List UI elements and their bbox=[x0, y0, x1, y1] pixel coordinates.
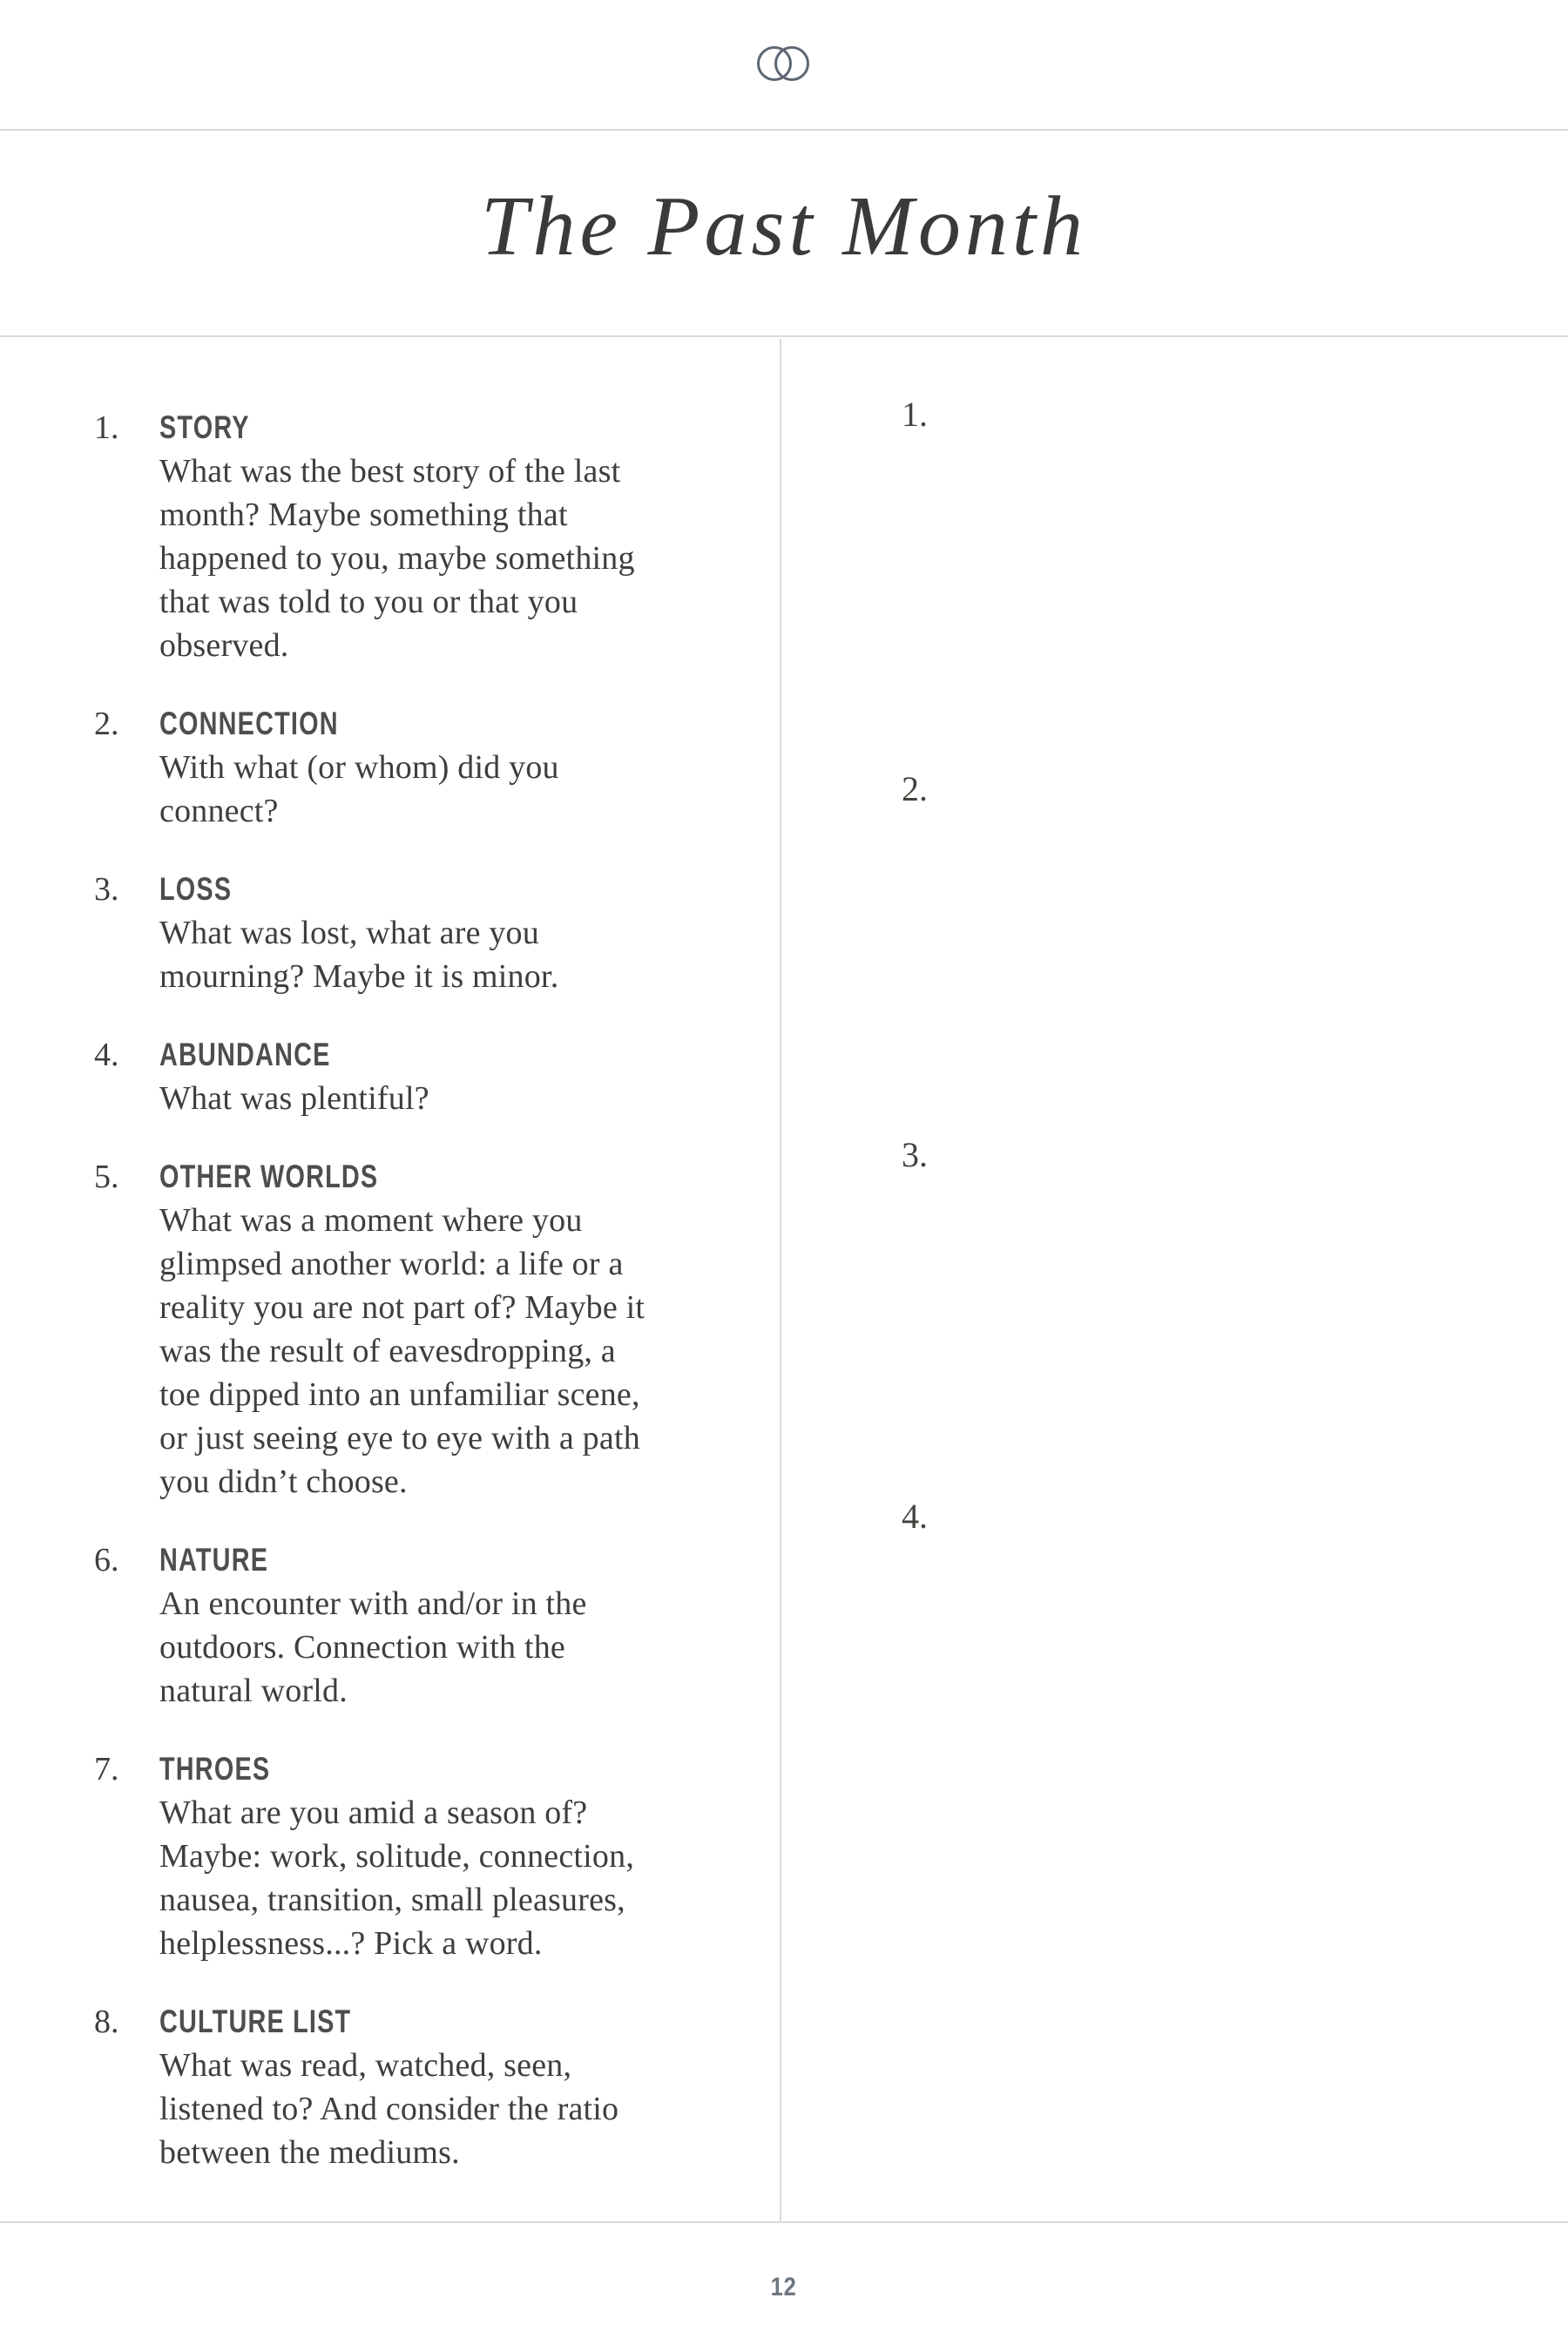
prompt-body: What was a moment where you glimpsed another world: a life or a reality you are not part of? Maybe it was the result of eavesdropping, a toe dipped into an unfamiliar scene, or just seeing eye to eye with a path you didn’t choose. bbox=[159, 1202, 645, 1500]
page-title: The Past Month bbox=[480, 179, 1088, 274]
prompt-body: What are you amid a season of? Maybe: work, solitude, connection, nausea, transition, small pleasures, helplessness...? Pick a word. bbox=[159, 1794, 635, 1962]
answers-column bbox=[781, 339, 1568, 2221]
prompt-item-other-worlds bbox=[94, 1155, 780, 1504]
prompt-number: 3. bbox=[94, 871, 119, 908]
answer-slot-number: 4. bbox=[902, 1497, 928, 1536]
prompt-item-connection bbox=[94, 702, 780, 833]
prompt-number: 2. bbox=[94, 706, 119, 742]
prompt-item-culture-list bbox=[94, 2000, 780, 2174]
prompt-heading: ABUNDANCE bbox=[159, 1037, 331, 1072]
prompt-body: What was read, watched, seen, listened to? And consider the ratio between the mediums. bbox=[159, 2047, 619, 2171]
prompt-body: What was the best story of the last month? Maybe something that happened to you, maybe something that was told to you or that you observed. bbox=[159, 453, 635, 664]
prompt-item-abundance bbox=[94, 1033, 780, 1120]
prompt-number: 5. bbox=[94, 1159, 119, 1195]
content-columns bbox=[0, 339, 1568, 2221]
page-number: 12 bbox=[770, 2273, 798, 2301]
answer-slot-number: 1. bbox=[902, 395, 928, 434]
prompt-item-nature bbox=[94, 1538, 780, 1713]
prompt-heading: NATURE bbox=[159, 1542, 269, 1578]
title-band bbox=[0, 132, 1568, 337]
page-header bbox=[0, 0, 1568, 131]
prompts-column bbox=[0, 339, 781, 2221]
circle-right bbox=[774, 46, 809, 81]
overlapping-circles-icon bbox=[757, 46, 811, 83]
prompt-heading: STORY bbox=[159, 409, 250, 445]
page-footer bbox=[0, 2221, 1568, 2352]
prompt-body: An encounter with and/or in the outdoors. Connection with the natural world. bbox=[159, 1585, 587, 1709]
prompt-body: What was lost, what are you mourning? Maybe it is minor. bbox=[159, 915, 559, 995]
prompt-body: What was plentiful? bbox=[159, 1080, 429, 1117]
prompt-item-throes bbox=[94, 1747, 780, 1965]
prompt-item-loss bbox=[94, 868, 780, 998]
prompt-number: 7. bbox=[94, 1751, 119, 1788]
prompt-heading: OTHER WORLDS bbox=[159, 1159, 379, 1194]
prompt-number: 1. bbox=[94, 409, 119, 446]
prompt-heading: CULTURE LIST bbox=[159, 2004, 352, 2039]
prompt-heading: CONNECTION bbox=[159, 706, 339, 741]
answer-slot-number: 3. bbox=[902, 1135, 928, 1174]
answer-slot-number: 2. bbox=[902, 769, 928, 808]
prompt-heading: LOSS bbox=[159, 871, 233, 907]
prompt-number: 4. bbox=[94, 1037, 119, 1073]
prompt-heading: THROES bbox=[159, 1751, 271, 1787]
prompt-number: 8. bbox=[94, 2004, 119, 2040]
prompt-item-story bbox=[94, 406, 780, 667]
prompt-number: 6. bbox=[94, 1542, 119, 1578]
prompt-body: With what (or whom) did you connect? bbox=[159, 749, 559, 829]
